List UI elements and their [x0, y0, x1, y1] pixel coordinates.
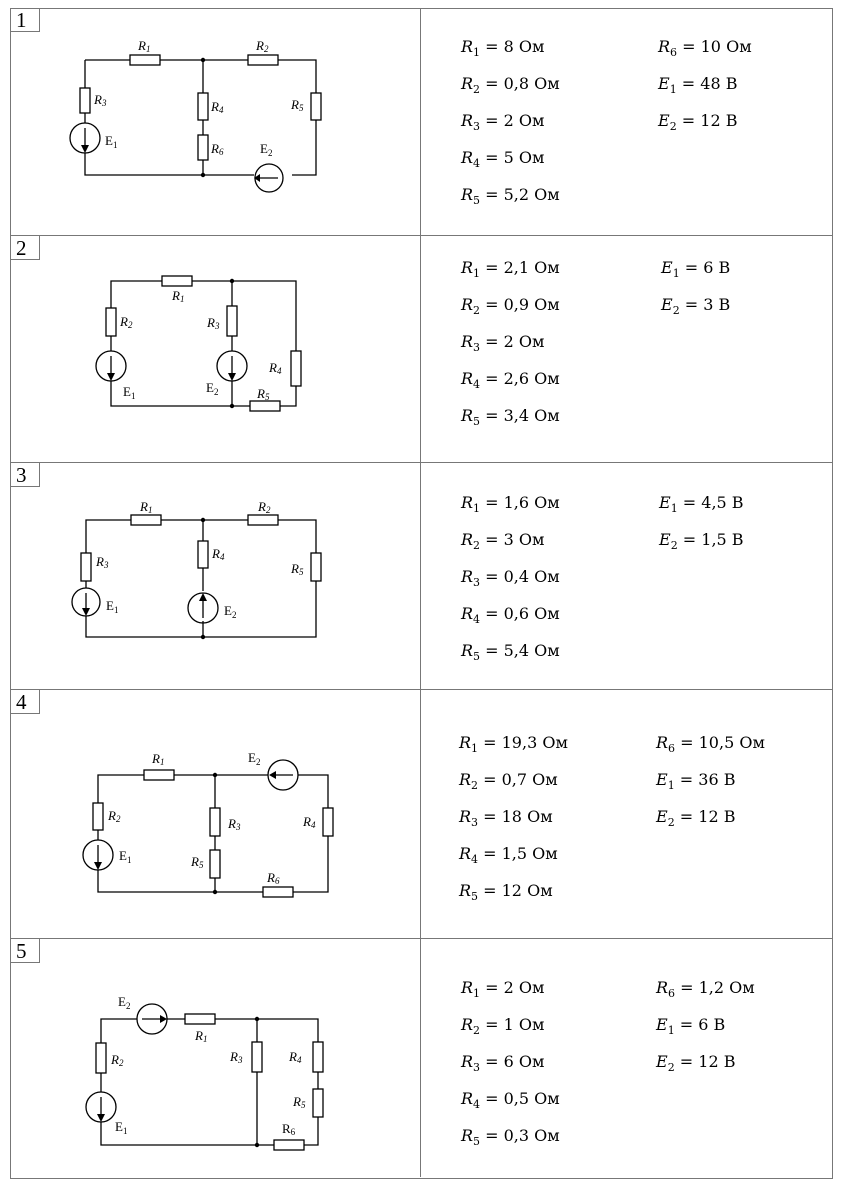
value-line: $R_2 = 0,8$ Ом	[461, 74, 560, 96]
value-line: $E_1 = 6$ В	[656, 1015, 726, 1037]
variant-row-5	[10, 939, 833, 1177]
value-line: $R_5 = 0,3$ Ом	[461, 1126, 560, 1148]
value-line: $R_2 = 3$ Ом	[461, 530, 545, 552]
label-r1: R1	[140, 499, 153, 515]
value-line: $R_3 = 6$ Ом	[461, 1052, 545, 1074]
label-r5: R5	[191, 854, 204, 870]
value-line: $R_1 = 1,6$ Ом	[461, 493, 560, 515]
value-line: $R_4 = 1,5$ Ом	[459, 844, 558, 866]
variant-row-4	[10, 690, 833, 938]
label-r4: R4	[289, 1049, 302, 1065]
label-e2: $E_2$	[224, 603, 237, 620]
label-r5: R5	[293, 1094, 306, 1110]
value-line: $R_1 = 8$ Ом	[461, 37, 545, 59]
label-e2: $E_2$	[260, 141, 273, 158]
label-r2: R2	[111, 1052, 124, 1068]
value-line: $R_3 = 2$ Ом	[461, 111, 545, 133]
label-r6: R6	[267, 870, 280, 886]
value-line: $E_1 = 4,5$ В	[659, 493, 744, 515]
label-e1: $E_1$	[105, 133, 118, 150]
label-r5: R5	[291, 561, 304, 577]
circuit-diagram-4	[10, 690, 420, 938]
value-line: $R_4 = 5$ Ом	[461, 148, 545, 170]
value-line: $E_1 = 36$ В	[656, 770, 736, 792]
label-r4: R4	[303, 814, 316, 830]
circuit-cell-2	[10, 236, 421, 462]
value-line: $R_2 = 1$ Ом	[461, 1015, 545, 1037]
circuit-cell-5	[10, 939, 421, 1177]
label-r3: R3	[96, 554, 109, 570]
label-r3: R3	[228, 816, 241, 832]
variant-row-3	[10, 463, 833, 689]
values-cell-1	[421, 8, 833, 235]
value-line: $R_4 = 0,5$ Ом	[461, 1089, 560, 1111]
label-r3: R3	[94, 92, 107, 108]
circuit-cell-4	[10, 690, 421, 938]
circuit-cell-3	[10, 463, 421, 689]
label-r4: R4	[212, 546, 225, 562]
label-r6: R6	[282, 1121, 296, 1137]
value-line: $R_1 = 2,1$ Ом	[461, 258, 560, 280]
value-line: $R_1 = 19,3$ Ом	[459, 733, 568, 755]
value-line: $E_2 = 12$ В	[656, 807, 736, 829]
values-cell-5	[421, 939, 833, 1177]
label-e1: $E_1$	[115, 1119, 128, 1136]
label-r1: R1	[195, 1028, 208, 1044]
circuit-diagram-5	[10, 939, 420, 1177]
variant-number: 3	[10, 463, 40, 487]
value-line: $R_4 = 0,6$ Ом	[461, 604, 560, 626]
value-line: $R_5 = 5,4$ Ом	[461, 641, 560, 663]
value-line: $R_5 = 5,2$ Ом	[461, 185, 560, 207]
circuit-diagram-1	[10, 8, 420, 235]
label-r6: R6	[211, 141, 224, 157]
label-r1: R1	[152, 751, 165, 767]
values-cell-3	[421, 463, 833, 689]
label-r4: R4	[269, 360, 282, 376]
value-line: $E_2 = 3$ В	[661, 295, 731, 317]
label-r2: R2	[256, 38, 269, 54]
label-e1: $E_1$	[106, 598, 119, 615]
label-e2: $E_2$	[248, 750, 261, 767]
label-r3: R3	[230, 1049, 243, 1065]
value-line: $R_2 = 0,7$ Ом	[459, 770, 558, 792]
label-r3: R3	[207, 315, 220, 331]
label-r2: R2	[258, 499, 271, 515]
value-line: $E_2 = 12$ В	[656, 1052, 736, 1074]
values-cell-2	[421, 236, 833, 462]
label-r2: R2	[120, 314, 133, 330]
value-line: $R_4 = 2,6$ Ом	[461, 369, 560, 391]
label-r4: R4	[211, 99, 224, 115]
label-e2: $E_2$	[118, 994, 131, 1011]
label-r5: R5	[291, 97, 304, 113]
value-line: $R_3 = 2$ Ом	[461, 332, 545, 354]
variants-table	[10, 8, 833, 1179]
value-line: $R_5 = 12$ Ом	[459, 881, 553, 903]
label-r1: R1	[138, 38, 151, 54]
variant-number: 4	[10, 690, 40, 714]
circuit-cell-1	[10, 8, 421, 235]
variant-row-1	[10, 8, 833, 235]
value-line: $R_5 = 3,4$ Ом	[461, 406, 560, 428]
values-cell-4	[421, 690, 833, 938]
value-line: $R_6 = 10,5$ Ом	[656, 733, 765, 755]
value-line: $R_6 = 10$ Ом	[658, 37, 752, 59]
label-e1: $E_1$	[123, 384, 136, 401]
variant-number: 1	[10, 8, 40, 32]
variant-number: 5	[10, 939, 40, 963]
label-r2: R2	[108, 808, 121, 824]
value-line: $E_2 = 12$ В	[658, 111, 738, 133]
value-line: $E_1 = 48$ В	[658, 74, 738, 96]
value-line: $R_3 = 0,4$ Ом	[461, 567, 560, 589]
variant-number: 2	[10, 236, 40, 260]
value-line: $R_6 = 1,2$ Ом	[656, 978, 755, 1000]
label-r5: R5	[257, 386, 270, 402]
label-e1: $E_1$	[119, 848, 132, 865]
value-line: $R_1 = 2$ Ом	[461, 978, 545, 1000]
variant-row-2	[10, 236, 833, 462]
label-r1: R1	[172, 288, 185, 304]
value-line: $R_2 = 0,9$ Ом	[461, 295, 560, 317]
circuit-diagram-3	[10, 463, 420, 689]
value-line: $R_3 = 18$ Ом	[459, 807, 553, 829]
value-line: $E_2 = 1,5$ В	[659, 530, 744, 552]
value-line: $E_1 = 6$ В	[661, 258, 731, 280]
circuit-diagram-2	[10, 236, 420, 462]
label-e2: $E_2$	[206, 380, 219, 397]
